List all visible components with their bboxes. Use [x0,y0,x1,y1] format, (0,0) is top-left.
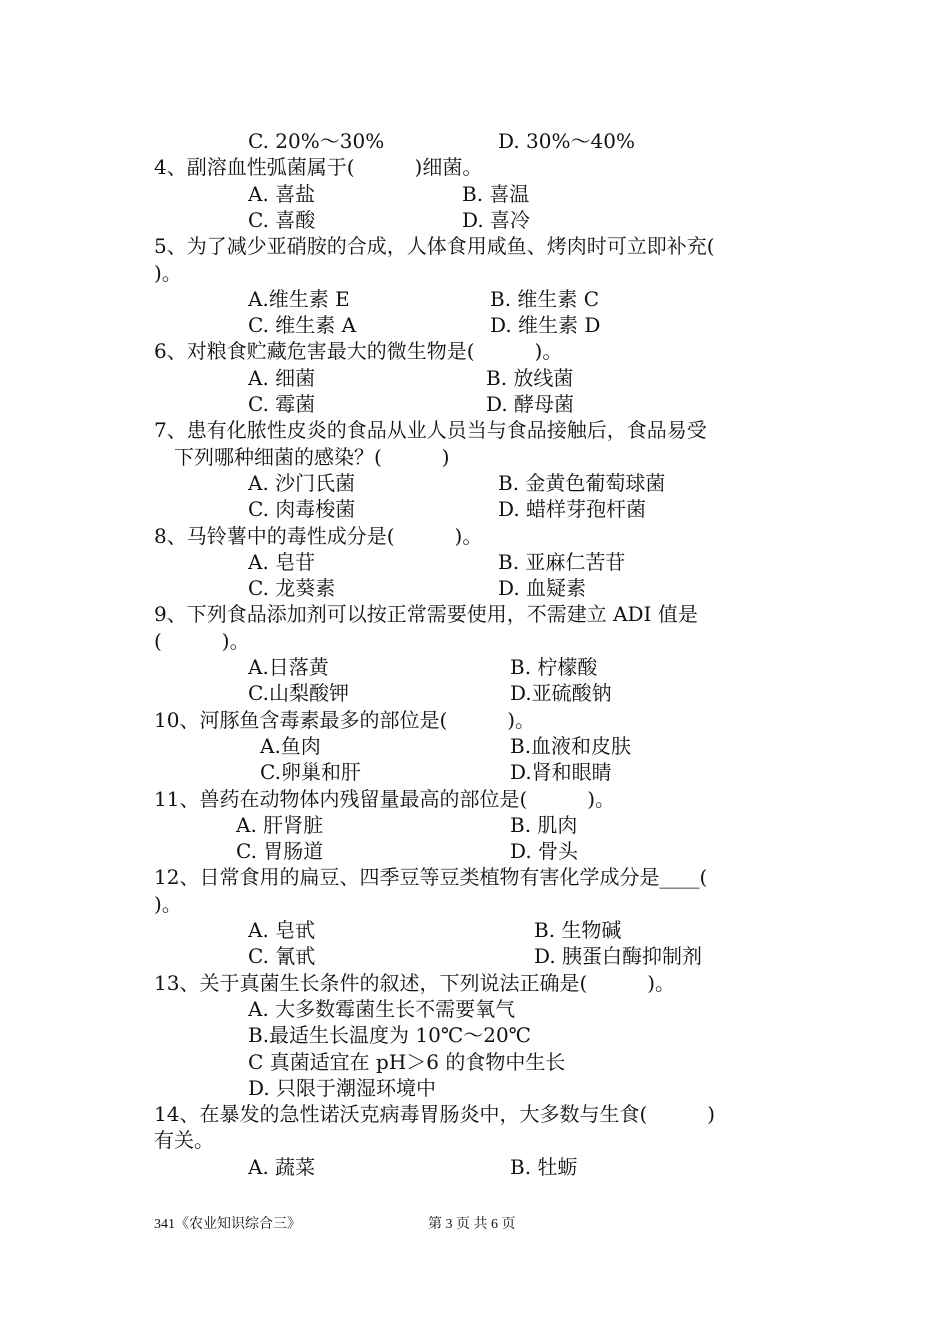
option-q12-opts1-1: B. 生物碱 [534,918,622,942]
option-q5-opts1-1: B. 维生素 C [490,287,600,311]
continuation-q7-cont: 下列哪种细菌的感染？( ) [154,445,450,469]
question-q5: 5、为了减少亚硝胺的合成，人体食用咸鱼、烤肉时可立即补充( [154,234,715,258]
option-q6-opts1-0: A. 细菌 [248,366,316,390]
option-q12-opts2-0: C. 氰甙 [248,944,316,968]
footer-course-title: 341《农业知识综合三》 [154,1217,301,1232]
option-q11-opts2-0: C. 胃肠道 [236,839,324,863]
option-q10-opts1-0: A.鱼肉 [260,734,321,758]
question-q7: 7、患有化脓性皮炎的食品从业人员当与食品接触后，食品易受 [154,418,707,442]
option-q10-opts1-1: B.血液和皮肤 [510,734,632,758]
option-q10-opts2-1: D.肾和眼睛 [510,760,612,784]
footer-page-number: 第 3 页 共 6 页 [428,1217,516,1232]
option-q4-opts1-1: B. 喜温 [462,182,530,206]
option-q13-optB-0: B.最适生长温度为 10℃～20℃ [248,1023,532,1047]
option-q4-opts1-0: A. 喜盐 [248,182,316,206]
continuation-q9-cont: ( )。 [154,629,250,653]
option-q8-opts1-1: B. 亚麻仁苦苷 [498,550,626,574]
question-q11: 11、兽药在动物体内残留量最高的部位是( )。 [154,787,616,811]
question-q12: 12、日常食用的扁豆、四季豆等豆类植物有害化学成分是____( [154,865,708,889]
option-q7-opts1-1: B. 金黄色葡萄球菌 [498,471,666,495]
continuation-q5-cont: )。 [154,261,182,285]
option-q9-opts2-0: C.山梨酸钾 [248,681,349,705]
option-q7-opts1-0: A. 沙门氏菌 [248,471,356,495]
option-q5-opts2-0: C. 维生素 A [248,313,357,337]
option-q9-opts1-1: B. 柠檬酸 [510,655,598,679]
option-q6-opts2-1: D. 酵母菌 [486,392,575,416]
question-q4: 4、副溶血性弧菌属于( )细菌。 [154,155,483,179]
question-q9: 9、下列食品添加剂可以按正常需要使用，不需建立 ADI 值是 [154,602,698,626]
option-q4-opts2-1: D. 喜冷 [462,208,531,232]
option-q7-opts2-0: C. 肉毒梭菌 [248,497,356,521]
option-q11-opts2-1: D. 骨头 [510,839,579,863]
question-q14: 14、在暴发的急性诺沃克病毒胃肠炎中，大多数与生食( ) [154,1102,716,1126]
option-q14-opts1-0: A. 蔬菜 [248,1155,316,1179]
question-q8: 8、马铃薯中的毒性成分是( )。 [154,524,483,548]
option-q11-opts1-1: B. 肌肉 [510,813,578,837]
question-q13: 13、关于真菌生长条件的叙述，下列说法正确是( )。 [154,971,676,995]
option-q6-opts1-1: B. 放线菌 [486,366,574,390]
option-q9-opts1-0: A.日落黄 [248,655,329,679]
question-q10: 10、河豚鱼含毒素最多的部位是( )。 [154,708,536,732]
continuation-q12-cont: )。 [154,892,182,916]
option-q8-opts2-1: D. 血疑素 [498,576,587,600]
option-q8-opts1-0: A. 皂苷 [248,550,316,574]
option-q13-optA-0: A. 大多数霉菌生长不需要氧气 [248,997,516,1021]
option-q4-opts2-0: C. 喜酸 [248,208,316,232]
option-q9-opts2-1: D.亚硫酸钠 [510,681,612,705]
option-q11-opts1-0: A. 肝肾脏 [236,813,324,837]
continuation-q14-cont: 有关。 [154,1128,214,1152]
option-q13-optD-0: D. 只限于潮湿环境中 [248,1076,437,1100]
option-q14-opts1-1: B. 牡蛎 [510,1155,578,1179]
option-q5-opts2-1: D. 维生素 D [490,313,601,337]
option-q13-optC-0: C 真菌适宜在 pH＞6 的食物中生长 [248,1050,566,1074]
option-q3-opts-0: C. 20%～30% [248,129,385,153]
option-q3-opts-1: D. 30%～40% [498,129,635,153]
option-q7-opts2-1: D. 蜡样芽孢杆菌 [498,497,647,521]
option-q5-opts1-0: A.维生素 E [248,287,350,311]
option-q10-opts2-0: C.卵巢和肝 [260,760,361,784]
option-q6-opts2-0: C. 霉菌 [248,392,316,416]
question-q6: 6、对粮食贮藏危害最大的微生物是( )。 [154,339,563,363]
option-q8-opts2-0: C. 龙葵素 [248,576,336,600]
option-q12-opts2-1: D. 胰蛋白酶抑制剂 [534,944,703,968]
option-q12-opts1-0: A. 皂甙 [248,918,316,942]
